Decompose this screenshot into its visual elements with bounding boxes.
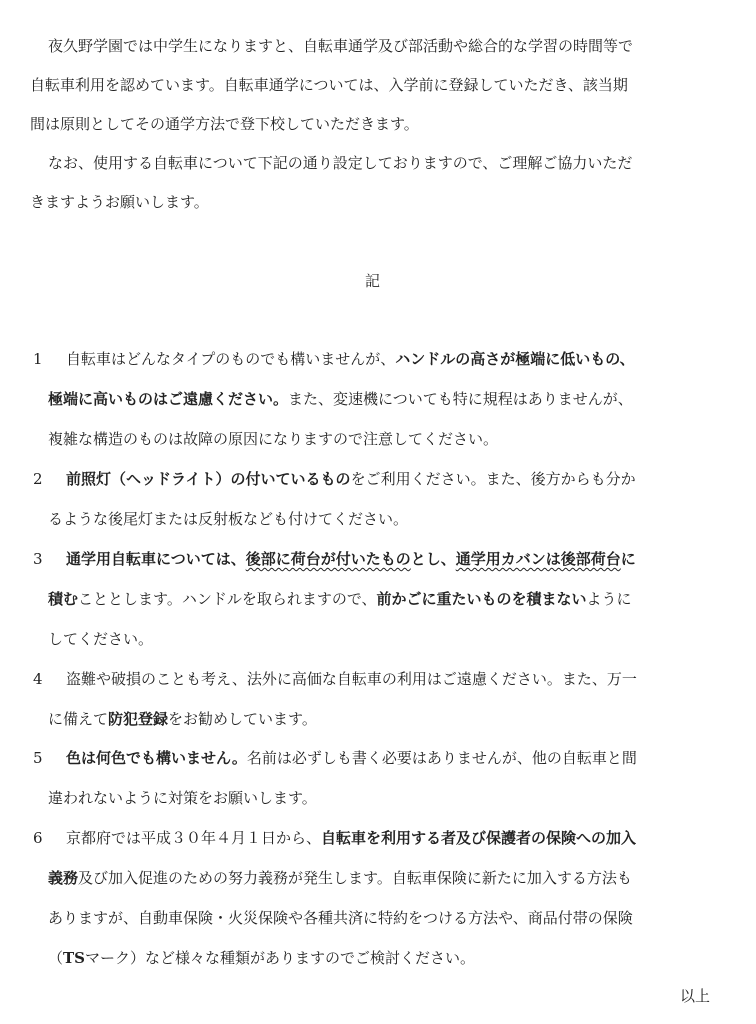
item-6-line-4 bbox=[48, 948, 475, 968]
item-5-number: 5 bbox=[33, 749, 43, 767]
item-1-line-2 bbox=[48, 389, 633, 409]
item-3-line-2-text-b: ように bbox=[586, 590, 632, 608]
item-3-line-2-bold-b: 前かごに重たいものを積まない bbox=[376, 590, 587, 608]
closing-text: 以上 bbox=[680, 987, 711, 1005]
section-heading: 記 bbox=[365, 272, 381, 290]
item-6-line-4-text: マーク）など様々な種類がありますのでご検討ください。 bbox=[85, 949, 476, 967]
intro-p2-line-1: なお、使用する自転車について下記の通り設定しておりますので、ご理解ご協力いただ bbox=[48, 154, 633, 172]
item-6-line-2-bold: 義務 bbox=[48, 869, 79, 887]
item-4-number: 4 bbox=[33, 670, 43, 688]
item-2-number: 2 bbox=[33, 470, 43, 488]
item-1-line-1-bold: ハンドルの高さが極端に低いもの、 bbox=[395, 350, 635, 368]
item-5-line-1 bbox=[66, 748, 637, 768]
item-3-line-1-bold-a: 通学用自転車については、 bbox=[66, 550, 246, 568]
item-1-line-1 bbox=[66, 349, 635, 369]
item-6-number: 6 bbox=[33, 829, 43, 847]
item-5-line-1-text: 名前は必ずしも書く必要はありませんが、他の自転車と間 bbox=[246, 749, 637, 767]
item-1-number: 1 bbox=[33, 350, 43, 368]
item-6-line-2 bbox=[48, 868, 632, 888]
item-6-line-1 bbox=[66, 828, 636, 848]
item-1-line-1-text: 自転車はどんなタイプのものでも構いませんが、 bbox=[66, 350, 396, 368]
intro-p1-line-2: 自転車利用を認めています。自転車通学については、入学前に登録していただき、該当期 bbox=[30, 76, 628, 94]
item-2-line-1-text: をご利用ください。また、後方からも分か bbox=[350, 470, 636, 488]
item-3-line-1-underlined-b: 通学用カバンは後部荷台 bbox=[455, 550, 621, 568]
item-2-line-1 bbox=[66, 469, 636, 489]
item-3-line-2-bold-a: 積む bbox=[48, 590, 79, 608]
item-6-line-4-paren: （ bbox=[48, 949, 64, 967]
item-1-line-2-bold: 極端に高いものはご遠慮ください。 bbox=[48, 390, 289, 408]
item-4-line-2 bbox=[48, 709, 317, 729]
intro-p1-line-3: 間は原則としてその通学方法で登下校していただきます。 bbox=[30, 115, 419, 133]
item-5-line-2: 違われないように対策をお願いします。 bbox=[48, 789, 317, 807]
item-5-line-1-bold: 色は何色でも構いません。 bbox=[66, 749, 247, 767]
item-6-line-1-text: 京都府では平成３０年４月１日から、 bbox=[66, 829, 322, 847]
item-6-line-2-text: 及び加入促進のための努力義務が発生します。自転車保険に新たに加入する方法も bbox=[78, 869, 632, 887]
item-1-line-3: 複雑な構造のものは故障の原因になりますので注意してください。 bbox=[48, 430, 499, 448]
item-4-line-1: 盗難や破損のことも考え、法外に高価な自転車の利用はご遠慮ください。また、万一 bbox=[66, 670, 637, 688]
item-3-line-2 bbox=[48, 589, 632, 609]
item-6-line-3: ありますが、自動車保険・火災保険や各種共済に特約をつける方法や、商品付帯の保険 bbox=[48, 909, 633, 927]
item-3-line-1 bbox=[66, 549, 636, 569]
item-3-number: 3 bbox=[33, 550, 43, 568]
item-2-line-2: るような後尾灯または反射板なども付けてください。 bbox=[48, 510, 409, 528]
item-6-line-1-bold: 自転車を利用する者及び保護者の保険への加入 bbox=[321, 829, 637, 847]
item-3-line-1-bold-b: とし、 bbox=[410, 550, 456, 568]
intro-p1-line-1: 夜久野学園では中学生になりますと、自転車通学及び部活動や総合的な学習の時間等で bbox=[48, 37, 634, 55]
item-1-line-2-text: また、変速機についても特に規程はありませんが、 bbox=[288, 390, 633, 408]
item-4-line-2-text-b: をお勧めしています。 bbox=[168, 710, 317, 728]
item-4-line-2-text-a: に備えて bbox=[48, 710, 109, 728]
item-2-line-1-bold: 前照灯（ヘッドライト）の付いているもの bbox=[66, 470, 351, 488]
item-3-line-2-text: こととします。ハンドルを取られますので、 bbox=[78, 590, 377, 608]
item-6-line-4-ts-mark: TS bbox=[63, 949, 86, 967]
intro-p2-line-2: きますようお願いします。 bbox=[30, 193, 209, 211]
item-4-line-2-bold: 防犯登録 bbox=[108, 710, 169, 728]
item-3-line-3: してください。 bbox=[48, 630, 154, 648]
item-3-line-1-underlined-a: 後部に荷台が付いたもの bbox=[245, 550, 411, 568]
item-3-line-1-bold-c: に bbox=[620, 550, 636, 568]
